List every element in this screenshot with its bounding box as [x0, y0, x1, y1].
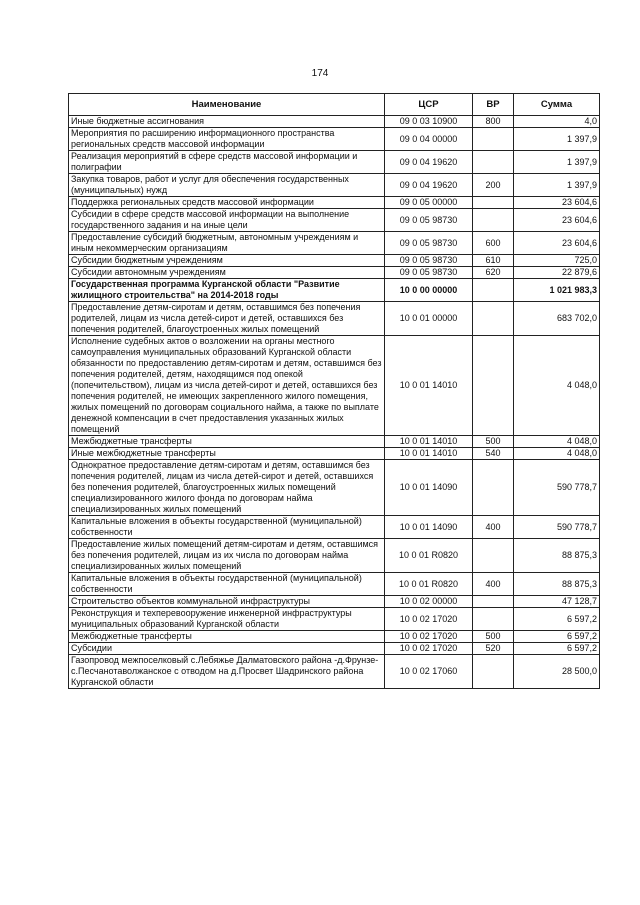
- row-sum-cell: 1 021 983,3: [514, 279, 600, 302]
- row-csr-cell: 09 0 05 98730: [385, 255, 473, 267]
- row-sum-cell: 725,0: [514, 255, 600, 267]
- row-name-cell: Субсидии бюджетным учреждениям: [69, 255, 385, 267]
- table-row: [69, 655, 600, 689]
- row-csr-cell: 10 0 02 17020: [385, 631, 473, 643]
- row-sum-cell: 23 604,6: [514, 197, 600, 209]
- header-vr: ВР: [473, 94, 514, 116]
- row-vr-cell: [473, 197, 514, 209]
- row-name-cell: Строительство объектов коммунальной инфраструктуры: [69, 596, 385, 608]
- table-row: [69, 267, 600, 279]
- row-sum-cell: 4 048,0: [514, 436, 600, 448]
- row-name-cell: Субсидии в сфере средств массовой информации на выполнение государственного задания и на иные цели: [69, 209, 385, 232]
- table-row: [69, 197, 600, 209]
- table-row: [69, 643, 600, 655]
- table-row: [69, 255, 600, 267]
- budget-table: [68, 93, 600, 689]
- row-csr-cell: 09 0 04 19620: [385, 151, 473, 174]
- table-row: [69, 209, 600, 232]
- table-row: [69, 128, 600, 151]
- row-vr-cell: [473, 608, 514, 631]
- row-csr-cell: 10 0 01 14090: [385, 460, 473, 516]
- row-vr-cell: [473, 209, 514, 232]
- row-vr-cell: [473, 151, 514, 174]
- table-row: [69, 436, 600, 448]
- row-name-cell: Однократное предоставление детям-сиротам и детям, оставшимся без попечения родителей, лицам из числа детей-сирот и детей, оставшихся без попечения родителей, благоустроенных жилых помещений специализированного жилого фонда по договорам найма специализированных жилых помещений: [69, 460, 385, 516]
- row-vr-cell: [473, 596, 514, 608]
- row-vr-cell: 520: [473, 643, 514, 655]
- row-sum-cell: 22 879,6: [514, 267, 600, 279]
- row-name-cell: Капитальные вложения в объекты государственной (муниципальной) собственности: [69, 516, 385, 539]
- table-row: [69, 151, 600, 174]
- table-header-row: [69, 94, 600, 116]
- row-vr-cell: [473, 336, 514, 436]
- table-row: [69, 539, 600, 573]
- table-row: [69, 336, 600, 436]
- row-vr-cell: [473, 128, 514, 151]
- row-name-cell: Реконструкция и техперевооружение инженерной инфраструктуры муниципальных образований Курганской области: [69, 608, 385, 631]
- page-number: 174: [311, 68, 329, 79]
- row-vr-cell: 500: [473, 436, 514, 448]
- row-name-cell: Реализация мероприятий в сфере средств массовой информации и полиграфии: [69, 151, 385, 174]
- row-csr-cell: 10 0 01 14010: [385, 448, 473, 460]
- row-csr-cell: 10 0 02 17020: [385, 643, 473, 655]
- row-vr-cell: 200: [473, 174, 514, 197]
- row-csr-cell: 09 0 04 19620: [385, 174, 473, 197]
- row-vr-cell: 400: [473, 573, 514, 596]
- table-row: [69, 302, 600, 336]
- row-sum-cell: 88 875,3: [514, 539, 600, 573]
- row-csr-cell: 10 0 01 14090: [385, 516, 473, 539]
- row-csr-cell: 09 0 03 10900: [385, 116, 473, 128]
- table-row: [69, 460, 600, 516]
- row-sum-cell: 88 875,3: [514, 573, 600, 596]
- row-csr-cell: 09 0 04 00000: [385, 128, 473, 151]
- table-row: [69, 279, 600, 302]
- row-name-cell: Иные бюджетные ассигнования: [69, 116, 385, 128]
- row-csr-cell: 10 0 02 17060: [385, 655, 473, 689]
- row-name-cell: Государственная программа Курганской области "Развитие жилищного строительства" на 2014-2018 годы: [69, 279, 385, 302]
- row-sum-cell: 4 048,0: [514, 448, 600, 460]
- table-row: [69, 596, 600, 608]
- row-name-cell: Газопровод межпоселковый с.Лебяжье Далматовского района -д.Фрунзе-с.Песчанотаволжанское с отводом на д.Просвет Шадринского района Курганской области: [69, 655, 385, 689]
- row-sum-cell: 590 778,7: [514, 516, 600, 539]
- row-csr-cell: 09 0 05 00000: [385, 197, 473, 209]
- row-sum-cell: 1 397,9: [514, 151, 600, 174]
- row-csr-cell: 09 0 05 98730: [385, 232, 473, 255]
- row-name-cell: Закупка товаров, работ и услуг для обеспечения государственных (муниципальных) нужд: [69, 174, 385, 197]
- row-vr-cell: [473, 460, 514, 516]
- row-sum-cell: 1 397,9: [514, 174, 600, 197]
- table-row: [69, 516, 600, 539]
- row-sum-cell: 47 128,7: [514, 596, 600, 608]
- row-csr-cell: 10 0 00 00000: [385, 279, 473, 302]
- row-sum-cell: 23 604,6: [514, 232, 600, 255]
- row-vr-cell: [473, 302, 514, 336]
- table-row: [69, 573, 600, 596]
- row-vr-cell: 800: [473, 116, 514, 128]
- row-sum-cell: 683 702,0: [514, 302, 600, 336]
- row-csr-cell: 10 0 01 14010: [385, 436, 473, 448]
- row-vr-cell: [473, 655, 514, 689]
- row-name-cell: Предоставление субсидий бюджетным, автономным учреждениям и иным некоммерческим организациям: [69, 232, 385, 255]
- row-name-cell: Межбюджетные трансферты: [69, 631, 385, 643]
- row-vr-cell: 620: [473, 267, 514, 279]
- row-vr-cell: 400: [473, 516, 514, 539]
- row-sum-cell: 28 500,0: [514, 655, 600, 689]
- row-csr-cell: 10 0 01 14010: [385, 336, 473, 436]
- row-csr-cell: 10 0 02 17020: [385, 608, 473, 631]
- row-name-cell: Исполнение судебных актов о возложении на органы местного самоуправления муниципальных образований Курганской области обязанности по предоставлению детям-сиротам и детям, оставшимся без попечения родителей, детям, находящимся под опекой (попечительством), лицам из числа детей-сирот и детей, оставшихся без попечения родителей, не имеющих закрепленного жилого помещения, жилых помещений по договорам социального найма, а также по выплате денежной компенсации в счет предоставления указанных жилых помещений: [69, 336, 385, 436]
- row-vr-cell: [473, 279, 514, 302]
- row-vr-cell: 540: [473, 448, 514, 460]
- header-sum: Сумма: [514, 94, 600, 116]
- table-row: [69, 631, 600, 643]
- row-csr-cell: 09 0 05 98730: [385, 267, 473, 279]
- row-name-cell: Межбюджетные трансферты: [69, 436, 385, 448]
- table-row: [69, 174, 600, 197]
- row-sum-cell: 4,0: [514, 116, 600, 128]
- header-csr: ЦСР: [385, 94, 473, 116]
- row-csr-cell: 10 0 01 00000: [385, 302, 473, 336]
- row-vr-cell: 600: [473, 232, 514, 255]
- table-body: [69, 116, 600, 689]
- row-sum-cell: 1 397,9: [514, 128, 600, 151]
- table-row: [69, 448, 600, 460]
- row-vr-cell: 610: [473, 255, 514, 267]
- row-name-cell: Субсидии: [69, 643, 385, 655]
- row-name-cell: Капитальные вложения в объекты государственной (муниципальной) собственности: [69, 573, 385, 596]
- row-sum-cell: 4 048,0: [514, 336, 600, 436]
- row-name-cell: Предоставление жилых помещений детям-сиротам и детям, оставшимся без попечения родителей, лицам из их числа по договорам найма специализированных жилых помещений: [69, 539, 385, 573]
- row-sum-cell: 23 604,6: [514, 209, 600, 232]
- header-name: Наименование: [69, 94, 385, 116]
- row-name-cell: Поддержка региональных средств массовой информации: [69, 197, 385, 209]
- table-row: [69, 116, 600, 128]
- row-csr-cell: 09 0 05 98730: [385, 209, 473, 232]
- table-row: [69, 608, 600, 631]
- row-name-cell: Субсидии автономным учреждениям: [69, 267, 385, 279]
- table-row: [69, 232, 600, 255]
- row-sum-cell: 590 778,7: [514, 460, 600, 516]
- row-sum-cell: 6 597,2: [514, 608, 600, 631]
- row-name-cell: Иные межбюджетные трансферты: [69, 448, 385, 460]
- row-csr-cell: 10 0 01 R0820: [385, 573, 473, 596]
- row-sum-cell: 6 597,2: [514, 643, 600, 655]
- row-name-cell: Предоставление детям-сиротам и детям, оставшимся без попечения родителей, лицам из числа детей-сирот и детей, оставшихся без попечения родителей, благоустроенных жилых помещений: [69, 302, 385, 336]
- row-vr-cell: [473, 539, 514, 573]
- row-csr-cell: 10 0 02 00000: [385, 596, 473, 608]
- row-vr-cell: 500: [473, 631, 514, 643]
- row-name-cell: Мероприятия по расширению информационного пространства региональных средств массовой информации: [69, 128, 385, 151]
- row-csr-cell: 10 0 01 R0820: [385, 539, 473, 573]
- row-sum-cell: 6 597,2: [514, 631, 600, 643]
